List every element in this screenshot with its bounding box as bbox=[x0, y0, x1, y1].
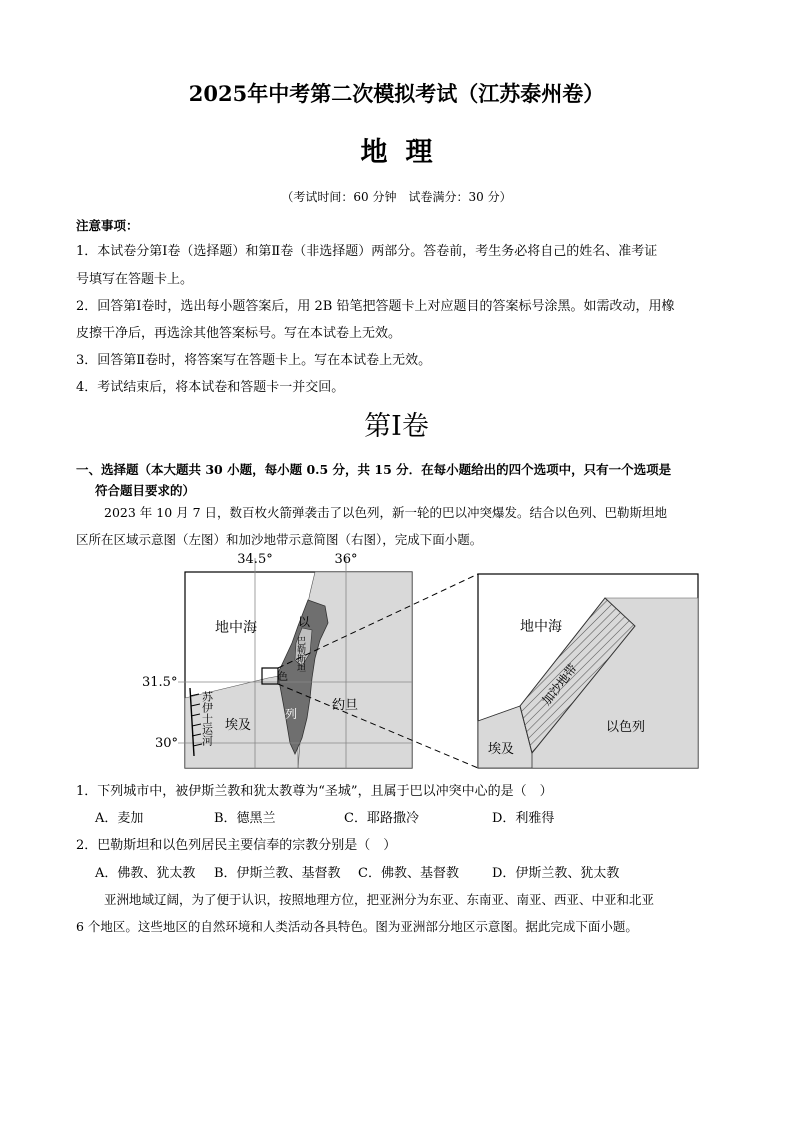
notes-line: 2．回答第Ⅰ卷时，选出每小题答案后，用 2B 铅笔把答题卡上对应题目的答案标号涂黑。如需改动，用橡 bbox=[76, 299, 675, 314]
israel-label-1: 以 bbox=[298, 615, 311, 629]
palestine-label: 巴勒斯坦 bbox=[295, 636, 305, 672]
suez-label: 苏伊士运河 bbox=[200, 691, 214, 746]
intro-paragraph-1-cont: 区所在区域示意图（左图）和加沙地带示意简图（右图），完成下面小题。 bbox=[76, 532, 483, 547]
jordan-label: 约旦 bbox=[332, 698, 359, 713]
section-heading: 一、选择题（本大题共 30 小题，每小题 0.5 分，共 15 分．在每小题给出的四个选项中，只有一个选项是 bbox=[76, 462, 672, 477]
intro-paragraph-1: 2023 年 10 月 7 日，数百枚火箭弹袭击了以色列，新一轮的巴以冲突爆发。结合以色列、巴勒斯坦地 bbox=[104, 505, 668, 520]
question-1-option-c: C．耶路撒冷 bbox=[344, 811, 419, 826]
map-figure bbox=[142, 548, 710, 773]
question-1-stem: 1．下列城市中，被伊斯兰教和犹太教尊为“圣城”，且属于巴以冲突中心的是（ ） bbox=[76, 784, 553, 799]
right-sea-label: 地中海 bbox=[520, 619, 562, 635]
part-title: 第Ⅰ卷 bbox=[364, 411, 429, 442]
question-2-option-c: C．佛教、基督教 bbox=[358, 866, 459, 881]
right-map bbox=[478, 574, 698, 768]
question-2-option-a: A．佛教、犹太教 bbox=[95, 866, 196, 881]
question-2-stem: 2．巴勒斯坦和以色列居民主要信奉的宗教分别是（ ） bbox=[76, 838, 397, 853]
israel-label-2: 色 bbox=[278, 672, 288, 683]
lat-label-30: 30° bbox=[155, 736, 179, 751]
subject-title: 地理 bbox=[360, 137, 451, 168]
right-israel-label: 以色列 bbox=[606, 720, 646, 735]
question-1-option-a: A．麦加 bbox=[95, 811, 144, 826]
notes-line: 皮擦干净后，再选涂其他答案标号。写在本试卷上无效。 bbox=[76, 326, 402, 341]
lon-label-36: 36° bbox=[334, 552, 358, 567]
exam-time-info: （考试时间：60 分钟 试卷满分：30 分） bbox=[281, 190, 512, 204]
notes-line: 号填写在答题卡上。 bbox=[76, 272, 194, 287]
notes-line: 3．回答第Ⅱ卷时，将答案写在答题卡上。写在本试卷上无效。 bbox=[76, 353, 432, 368]
sea-label: 地中海 bbox=[215, 620, 257, 636]
section-heading-cont: 符合题目要求的） bbox=[95, 483, 196, 498]
intro-paragraph-2: 亚洲地域辽阔，为了便于认识，按照地理方位，把亚洲分为东亚、东南亚、南亚、西亚、中亚和北亚 bbox=[104, 892, 655, 907]
question-2-option-d: D．伊斯兰教、犹太教 bbox=[492, 866, 620, 881]
question-1-option-d: D．利雅得 bbox=[492, 811, 555, 826]
notes-line: 1．本试卷分第Ⅰ卷（选择题）和第Ⅱ卷（非选择题）两部分。答卷前，考生务必将自己的姓名、准考证 bbox=[76, 244, 658, 259]
lat-label-31-5: 31.5° bbox=[142, 675, 178, 690]
left-map bbox=[142, 552, 412, 768]
lon-label-34-5: 34.5° bbox=[237, 552, 273, 567]
right-egypt-label: 埃及 bbox=[488, 742, 515, 757]
question-2-option-b: B．伊斯兰教、基督教 bbox=[214, 866, 341, 881]
egypt-label: 埃及 bbox=[225, 718, 252, 733]
notes-line: 4．考试结束后，将本试卷和答题卡一并交回。 bbox=[76, 380, 345, 395]
israel-label-3: 列 bbox=[285, 707, 298, 721]
intro-paragraph-2-cont: 6 个地区。这些地区的自然环境和人类活动各具特色。图为亚洲部分地区示意图。据此完成下面小题。 bbox=[76, 919, 638, 934]
question-1-option-b: B．德黑兰 bbox=[214, 811, 276, 826]
gaza-label: 加沙地带 bbox=[539, 661, 580, 708]
notes-heading: 注意事项： bbox=[76, 218, 139, 233]
exam-title: 2025年中考第二次模拟考试（江苏泰州卷） bbox=[188, 81, 605, 106]
